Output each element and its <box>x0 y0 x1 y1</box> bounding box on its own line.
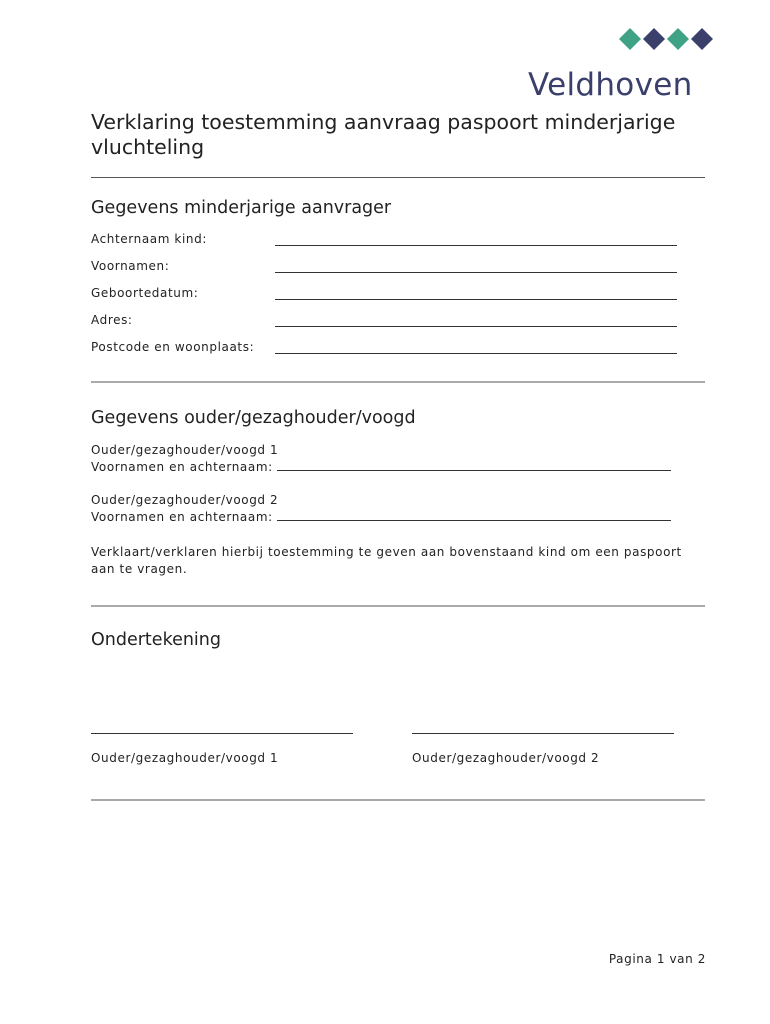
adres-input-line[interactable] <box>275 313 677 327</box>
declaration-text: Verklaart/verklaren hierbij toestemming te geven aan bovenstaand kind om een paspoort aan te vragen. <box>91 545 682 576</box>
voornamen-input-line[interactable] <box>275 259 677 273</box>
geboortedatum-input-line[interactable] <box>275 286 677 300</box>
logo-diamond-2 <box>643 28 665 50</box>
page-title: Verklaring toestemming aanvraag paspoort minderjarige vluchteling <box>91 110 676 159</box>
field-label: Postcode en woonplaats: <box>91 340 255 354</box>
field-label: Voornamen en achternaam: <box>91 510 273 524</box>
field-adres[interactable] <box>91 313 681 331</box>
logo-diamond-1 <box>619 28 641 50</box>
veldhoven-logo <box>528 26 718 103</box>
field-label: Adres: <box>91 313 133 327</box>
achternaam-kind-input-line[interactable] <box>275 232 677 246</box>
field-geboortedatum[interactable] <box>91 286 681 304</box>
section-heading-applicant: Gegevens minderjarige aanvrager <box>91 198 392 218</box>
logo-wordmark: Veldhoven <box>528 67 693 103</box>
signature-line-1[interactable] <box>91 733 353 734</box>
divider <box>91 177 705 178</box>
four-diamonds-logo-mark <box>528 26 718 70</box>
field-voornamen[interactable] <box>91 259 681 277</box>
field-label: Voornamen en achternaam: <box>91 460 273 474</box>
divider <box>91 605 705 607</box>
section-heading-guardian: Gegevens ouder/gezaghouder/voogd <box>91 408 416 428</box>
logo-diamond-3 <box>667 28 689 50</box>
field-postcode-woonplaats[interactable] <box>91 340 681 358</box>
field-label: Voornamen: <box>91 259 170 273</box>
signature-label-2: Ouder/gezaghouder/voogd 2 <box>412 751 600 765</box>
guardian-2-title: Ouder/gezaghouder/voogd 2 <box>91 493 279 507</box>
guardian-2-name-input-line[interactable] <box>277 509 671 521</box>
divider <box>91 381 705 383</box>
guardian-2-block <box>91 492 671 526</box>
divider <box>91 799 705 801</box>
guardian-1-block <box>91 442 671 476</box>
page-number: Pagina 1 van 2 <box>608 952 706 966</box>
guardian-1-name-field[interactable] <box>91 459 671 476</box>
guardian-2-name-field[interactable] <box>91 509 671 526</box>
field-achternaam-kind[interactable] <box>91 232 681 250</box>
guardian-1-title: Ouder/gezaghouder/voogd 1 <box>91 443 279 457</box>
field-label: Achternaam kind: <box>91 232 207 246</box>
signature-line-2[interactable] <box>412 733 674 734</box>
signature-label-1: Ouder/gezaghouder/voogd 1 <box>91 751 279 765</box>
field-label: Geboortedatum: <box>91 286 199 300</box>
logo-diamond-4 <box>691 28 713 50</box>
section-heading-signature: Ondertekening <box>91 630 221 650</box>
guardian-1-name-input-line[interactable] <box>277 459 671 471</box>
postcode-woonplaats-input-line[interactable] <box>275 340 677 354</box>
